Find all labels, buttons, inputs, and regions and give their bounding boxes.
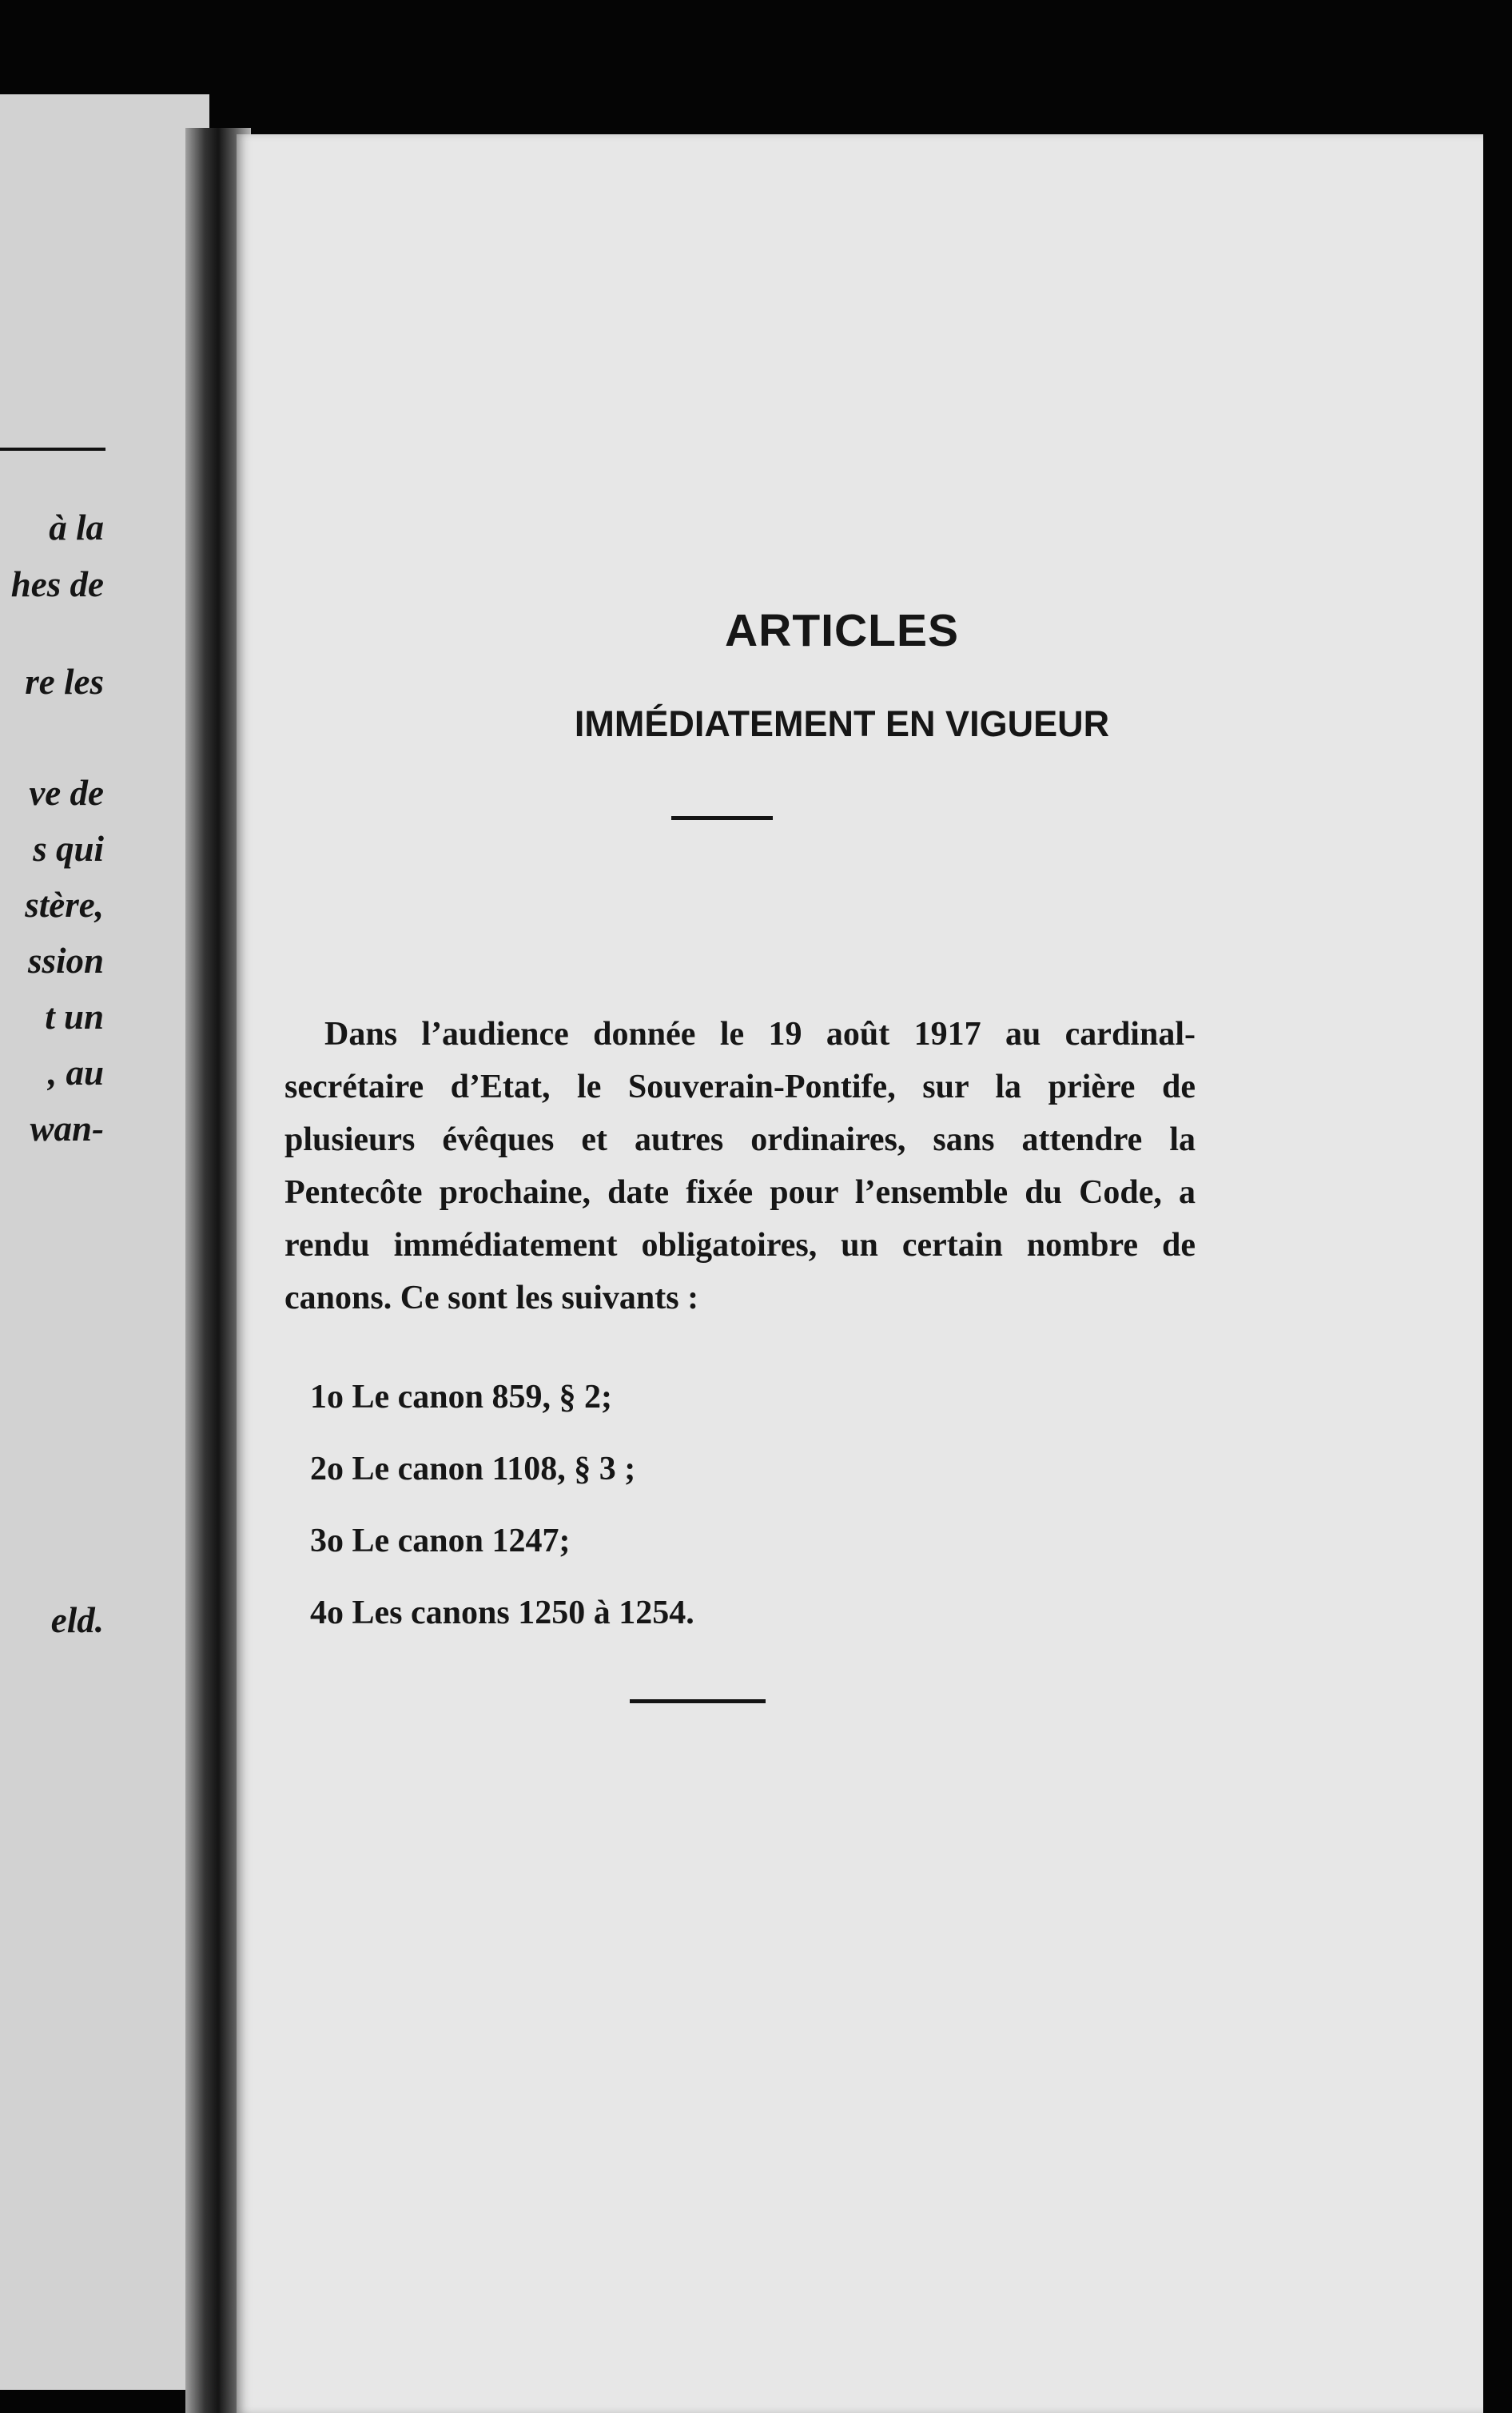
page-subtitle: IMMÉDIATEMENT EN VIGUEUR [574, 703, 1110, 744]
left-page-line: s qui [33, 829, 104, 869]
page-title: ARTICLES [725, 605, 959, 656]
left-page-line: eld. [50, 1600, 104, 1640]
left-page-line: à la [49, 508, 104, 548]
left-page-line: hes de [10, 564, 104, 604]
left-page-line: ssion [27, 941, 104, 981]
left-page-line: t un [45, 997, 104, 1037]
left-page-line: ve de [29, 773, 104, 813]
list-item: 2o Le canon 1108, § 3 ; [310, 1451, 636, 1487]
left-page [0, 94, 209, 2390]
end-divider [630, 1699, 766, 1703]
body-paragraph: Dans l’audience donnée le 19 août 1917 au cardinal-secrétaire d’Etat, le Souverain-Pontife, sur la prière de plusieurs évêques et autres ordinaires, sans attendre la Pentecôte prochaine, date fixée pour l’ensemble du Code, a rendu immédiatement obligatoires, un certain nombre de canons. Ce sont les suivants : [284, 1016, 1196, 1316]
left-page-line: wan- [30, 1109, 104, 1149]
list-item: 3o Le canon 1247; [310, 1523, 571, 1559]
canon-list [310, 1361, 694, 1649]
left-page-rule [0, 448, 105, 451]
section-divider [671, 816, 773, 820]
list-item: 1o Le canon 859, § 2; [310, 1379, 612, 1416]
list-item: 4o Les canons 1250 à 1254. [310, 1595, 694, 1631]
left-page-line: re les [25, 662, 104, 702]
right-page [237, 134, 1483, 2413]
left-page-line: stère, [25, 885, 104, 925]
left-page-line: , au [47, 1053, 104, 1093]
